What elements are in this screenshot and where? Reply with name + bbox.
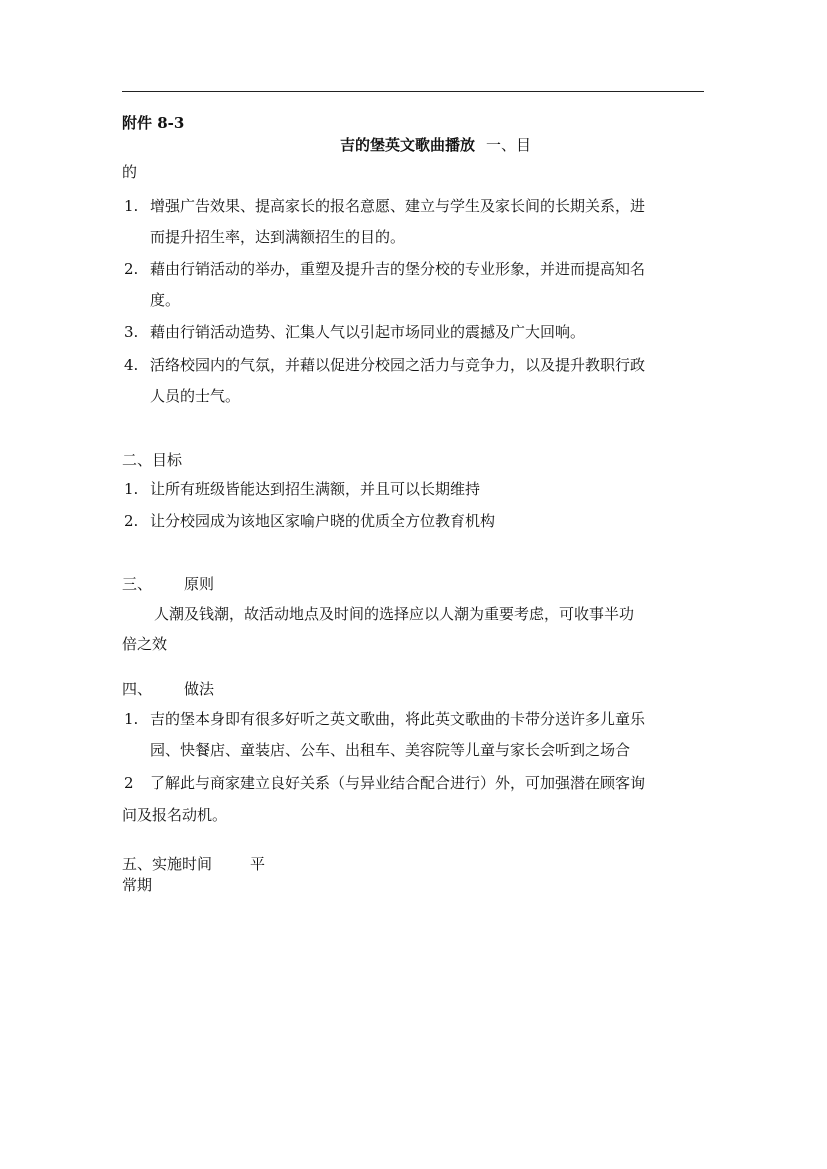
section5-value-part-a: 平 — [250, 855, 266, 873]
purpose-3-line1: 藉由行销活动造势、汇集人气以引起市场同业的震撼及广大回响。 — [150, 323, 586, 341]
purpose-2-line2: 度。 — [150, 291, 181, 309]
purpose-2-line1: 藉由行销活动的举办，重塑及提升吉的堡分校的专业形象，并进而提高知名 — [150, 260, 646, 278]
attachment-label: 附件 8-3 — [122, 114, 185, 132]
section1-heading-part-b: 的 — [122, 163, 138, 181]
section3-heading-text: 原则 — [184, 575, 215, 593]
purpose-1-number: 1. — [124, 197, 139, 215]
purpose-4-line2: 人员的士气。 — [150, 387, 241, 405]
goal-1-text: 让所有班级皆能达到招生满额，并且可以长期维持 — [150, 480, 481, 498]
method-1-line1: 吉的堡本身即有很多好听之英文歌曲，将此英文歌曲的卡带分送许多儿童乐 — [150, 710, 646, 728]
purpose-1-line1: 增强广告效果、提高家长的报名意愿、建立与学生及家长间的长期关系，进 — [150, 197, 646, 215]
method-1-line2: 园、快餐店、童装店、公车、出租车、美容院等儿童与家长会听到之场合 — [150, 741, 631, 759]
purpose-4-line1: 活络校园内的气氛，并藉以促进分校园之活力与竞争力，以及提升教职行政 — [150, 356, 646, 374]
section3-line1: 人潮及钱潮，故活动地点及时间的选择应以人潮为重要考虑，可收事半功 — [154, 605, 635, 623]
method-2-number: 2 — [124, 774, 134, 792]
section1-heading-part-a: 一、目 — [486, 136, 532, 154]
section3-line2: 倍之效 — [122, 635, 168, 653]
purpose-4-number: 4. — [124, 356, 139, 374]
purpose-1-line2: 而提升招生率，达到满额招生的目的。 — [150, 228, 406, 246]
document-title: 吉的堡英文歌曲播放 — [340, 136, 476, 154]
method-2-line1: 了解此与商家建立良好关系（与异业结合配合进行）外，可加强潜在顾客询 — [150, 774, 646, 792]
goal-2-number: 2. — [124, 512, 139, 530]
section2-heading: 二、目标 — [122, 451, 183, 469]
section3-heading-number: 三、 — [122, 575, 153, 593]
section4-heading-text: 做法 — [184, 680, 215, 698]
section5-value-part-b: 常期 — [122, 876, 153, 894]
purpose-3-number: 3. — [124, 323, 139, 341]
section5-heading: 五、实施时间 — [122, 855, 213, 873]
goal-2-text: 让分校园成为该地区家喻户晓的优质全方位教育机构 — [150, 512, 496, 530]
method-1-number: 1. — [124, 710, 139, 728]
purpose-2-number: 2. — [124, 260, 139, 278]
goal-1-number: 1. — [124, 480, 139, 498]
header-rule — [122, 91, 704, 92]
method-2-line2: 问及报名动机。 — [122, 806, 228, 824]
section4-heading-number: 四、 — [122, 680, 153, 698]
